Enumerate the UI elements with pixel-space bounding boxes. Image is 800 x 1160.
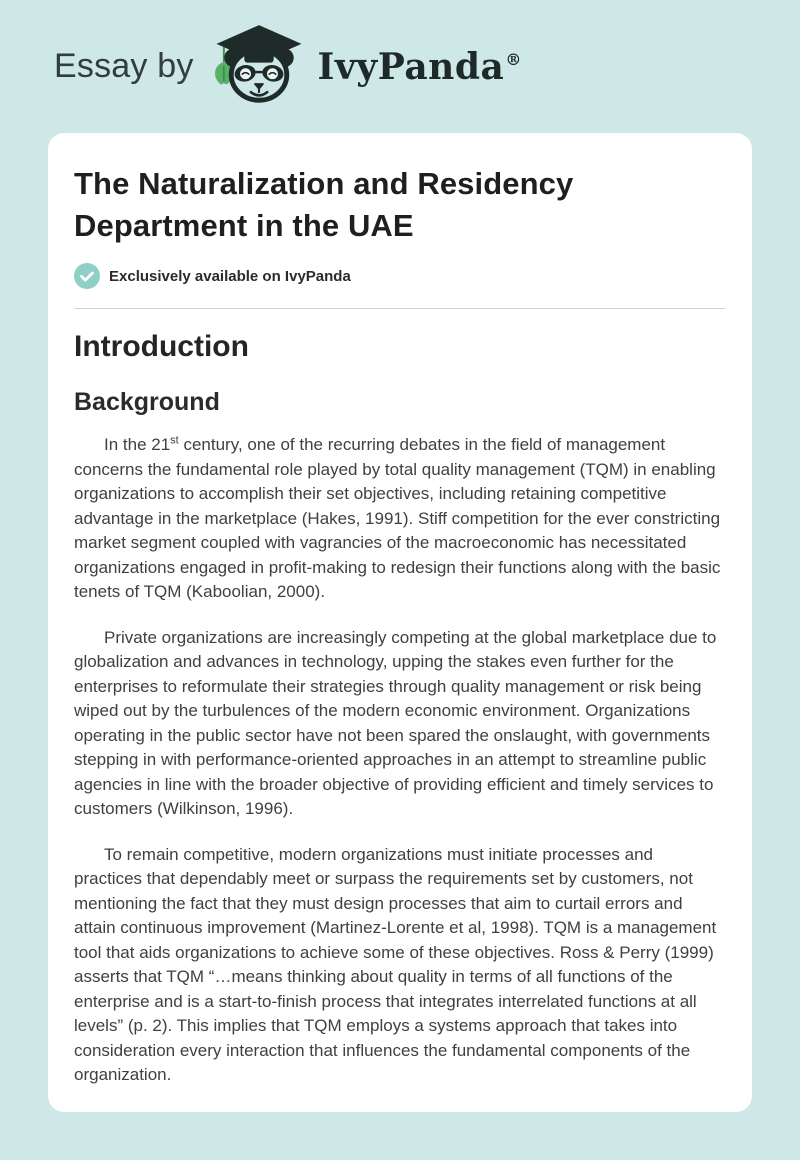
exclusive-badge — [74, 262, 725, 290]
essay-by-label: Essay by — [54, 47, 194, 85]
brand-wordmark — [318, 46, 522, 88]
exclusive-badge-label: Exclusively available on IvyPanda — [109, 267, 351, 285]
paragraph-1-lead: In the 21 — [104, 435, 171, 454]
essay-card — [48, 133, 752, 1112]
subsection-heading-background: Background — [74, 388, 220, 416]
divider — [74, 308, 725, 309]
brand-text: IvyPanda — [317, 45, 505, 88]
section-heading-introduction: Introduction — [74, 330, 249, 363]
paragraph-3: To remain competitive, modern organizations must initiate processes and practices that dependably meet or surpass the requirements set by customers, not mentioning the fact that they must design processes that aim to curtail errors and attain continuous improvement (Martinez-Lorente et al, 1998). TQM is a management tool that aids organizations to achieve some of these objectives. Ross & Perry (1999) asserts that TQM “…means thinking about quality in terms of all functions of the enterprise and is a start-to-finish process that integrates interrelated functions at all levels” (p. 2). This implies that TQM employs a systems approach that takes into consideration every interaction that influences the fundamental components of the organization. — [74, 844, 717, 1084]
paragraph-2: Private organizations are increasingly competing at the global marketplace due to globalization and advances in technology, upping the stakes even further for the enterprises to reformulate their strategies through quality management or risk being wiped out by the turbulences of the modern economic environment. Organizations operating in the public sector have not been spared the onslaught, with governments stepping in with performance-oriented approaches in an attempt to streamline public agencies in line with the broader objective of providing efficient and timely services to customers (Wilkinson, 1996). — [74, 627, 717, 818]
check-icon — [74, 263, 100, 289]
site-header — [0, 0, 800, 133]
paragraph-1 — [74, 433, 725, 605]
ordinal-superscript: st — [170, 434, 179, 447]
paragraph-1-rest: century, one of the recurring debates in the field of management concerns the fundamental role played by total quality management (TQM) in enabling organizations to accomplish their set objectives, including retaining competitive advantage in the marketplace (Hakes, 1991). Stiff competition for the ever constricting market segment coupled with vagrancies of the macroeconomic has necessitated organizations engaged in profit-making to redesign their functions along with the basic tenets of TQM (Kaboolian, 2000). — [74, 435, 721, 601]
essay-title: The Naturalization and Residency Department in the UAE — [74, 166, 574, 243]
registered-mark: ® — [505, 49, 522, 69]
panda-graduate-icon — [210, 21, 308, 106]
